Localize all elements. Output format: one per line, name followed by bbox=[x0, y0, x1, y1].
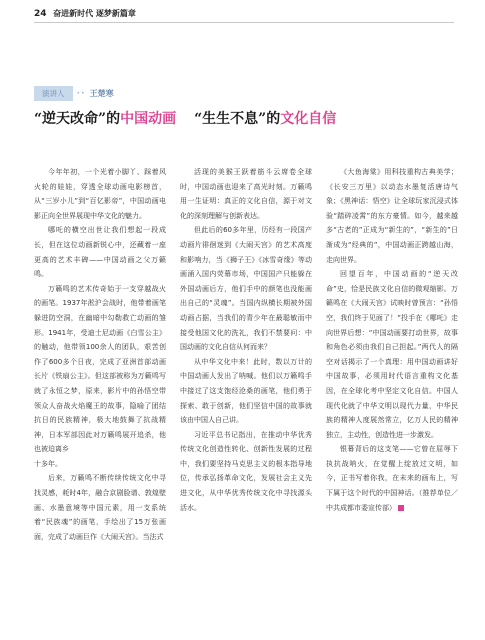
speaker-tag: 演讲人 bbox=[34, 86, 73, 101]
paragraph: 后来，万籁鸣不断传续传统文化中寻找灵感，耗时4年，融合京剧脸谱、敦煌壁画、水墨意境等中国元素，用一支系统着“民族魂”的画笔，手绘出了15万张画面，完成了动画巨作《大闹天宫》。当法式 bbox=[34, 474, 166, 541]
page-number: 24 bbox=[34, 9, 47, 19]
paragraph: 万籁鸣的艺术传奇始于一支穿越战火的画笔。1937年淞沪会战时，他带着画笔躲进防空洞，在幽暗中勾勒救亡动画的雏形。1941年，受迪士尼动画《白雪公主》的触动，他带领100余人的团队，艰苦创作了600多个日夜，完成了亚洲首部动画长片《铁扇公主》。但这部被称为万籁鸣写就了永恒之梦，原来，影片中的孙悟空带领众人奋战火焰魔王的故事，隐喻了团结抗日的民族精神，极大地鼓舞了抗战精神，日本军部因此对万籁鸣展开追杀，他也被迫离乡 bbox=[34, 284, 166, 454]
header-divider bbox=[34, 22, 454, 23]
byline-dots: •• bbox=[76, 90, 86, 97]
column-2 bbox=[180, 165, 312, 544]
paragraph-text: 银幕背后的这支笔——它曾在屈辱下执抗战呐火，在觉醒上绽放过文明，如今，正书写着你我，在未来的画布上，写下属于这个时代的中国神话。（推荐单位／中共成都市委宣传部） bbox=[326, 445, 458, 512]
paragraph: 哪吒的横空出世让我们想起一段成长，但在这位动画新锐心中，还藏着一座更高的艺术丰碑——中国动画之父万籁鸣。 bbox=[34, 226, 166, 279]
paragraph: 活现的美猴王跃着筋斗云席卷全球时，中国动画也迎来了高光时刻。万籁鸣用一生证明：真正的文化自信，源于对文化的深刻理解与创新表达。 bbox=[180, 168, 312, 220]
author-name: 王楚寒 bbox=[89, 89, 114, 98]
paragraph: 今年年初，一个光着小脚丫、踩着风火轮的娃娃，穿透全球动画电影榜首，从“三岁小儿”到“百亿影帝”，中国动画电影正向全世界展现中华文化的魅力。 bbox=[34, 168, 166, 220]
article-headline bbox=[34, 108, 336, 128]
article-body bbox=[34, 165, 458, 544]
headline-part1: “逆天改命”的 bbox=[34, 111, 121, 127]
column-1 bbox=[34, 165, 166, 544]
byline bbox=[34, 86, 114, 101]
headline-accent-1: 中国动画 bbox=[120, 111, 177, 127]
headline-accent-2: 文化自信 bbox=[280, 111, 337, 127]
paragraph: 习近平总书记指出，在推动中华优秀传统文化创造性转化、创新性发展的过程中，我们要坚持马克思主义的根本指导地位，传承弘扬革命文化，发展社会主义先进文化，从中华优秀传统文化中寻找源头活水。 bbox=[180, 430, 312, 512]
headline-part2: “生生不息”的 bbox=[194, 111, 281, 127]
end-mark-icon bbox=[398, 505, 404, 511]
paragraph: 《大鱼海棠》用科技重构古典美学；《长安三万里》以动态水墨复活唐诗气象；《黑神话：悟空》让全球玩家沉浸式体验“踏碎凌霄”的东方豪情。如今，越来越多“古老的”正成为“新生的”，“新生的”日渐成为“经典的”，中国动画正跨越山海，走向世界。 bbox=[326, 168, 458, 264]
paragraph: 回望百年，中国动画的“逆天改命”史，恰是民族文化自信的微观缩影。万籁鸣在《大闹天宫》试映时曾预言：“孙悟空，我们终于见面了！”投手在《哪吒》走向世界后想：“中国动画要打动世界，故事和角色必须由我们自己担起。”两代人的隔空对话揭示了一个真理：用中国动画讲好中国故事，必须用时代语言重构文化基因，在全球化考中坚定文化自信。中国人现代化就了中华文明以现代力量，中华民族的精神人度展然常立，亿万人民的精神独立，主动性，创造性进一步激发。 bbox=[326, 270, 458, 439]
column-3 bbox=[326, 165, 458, 544]
paragraph-last bbox=[326, 442, 458, 515]
paragraph: 从中华文化中来！此时，数以万计的中国动画人发出了呐喊。他们以万籁鸣手中接过了这支饱经沧桑的画笔，他们勇于探索、敢于创新，他们坚信中国的故事就该由中国人自己讲。 bbox=[180, 357, 312, 425]
section-title: 奋进新时代 逐梦新篇章 bbox=[53, 9, 136, 18]
paragraph: 但此后的60多年里，历经有一段国产动画片徘徊迷到《大闹天宫》的艺术高度和影响力，当《狮子王》《冰雪奇缘》等动画涌入国内荧幕市场，中国国产只能躲在外国动画后方，他们手中的颜笔也没能画出自己的“灵魂”。当国内纵横长期被外国动画占据，当我们的青少年在最聪敏而中接受他国文化的洗礼，我们不禁要问：中国动画的文化自信从何而来？ bbox=[180, 226, 312, 352]
paragraph: 十多年。 bbox=[34, 459, 62, 468]
